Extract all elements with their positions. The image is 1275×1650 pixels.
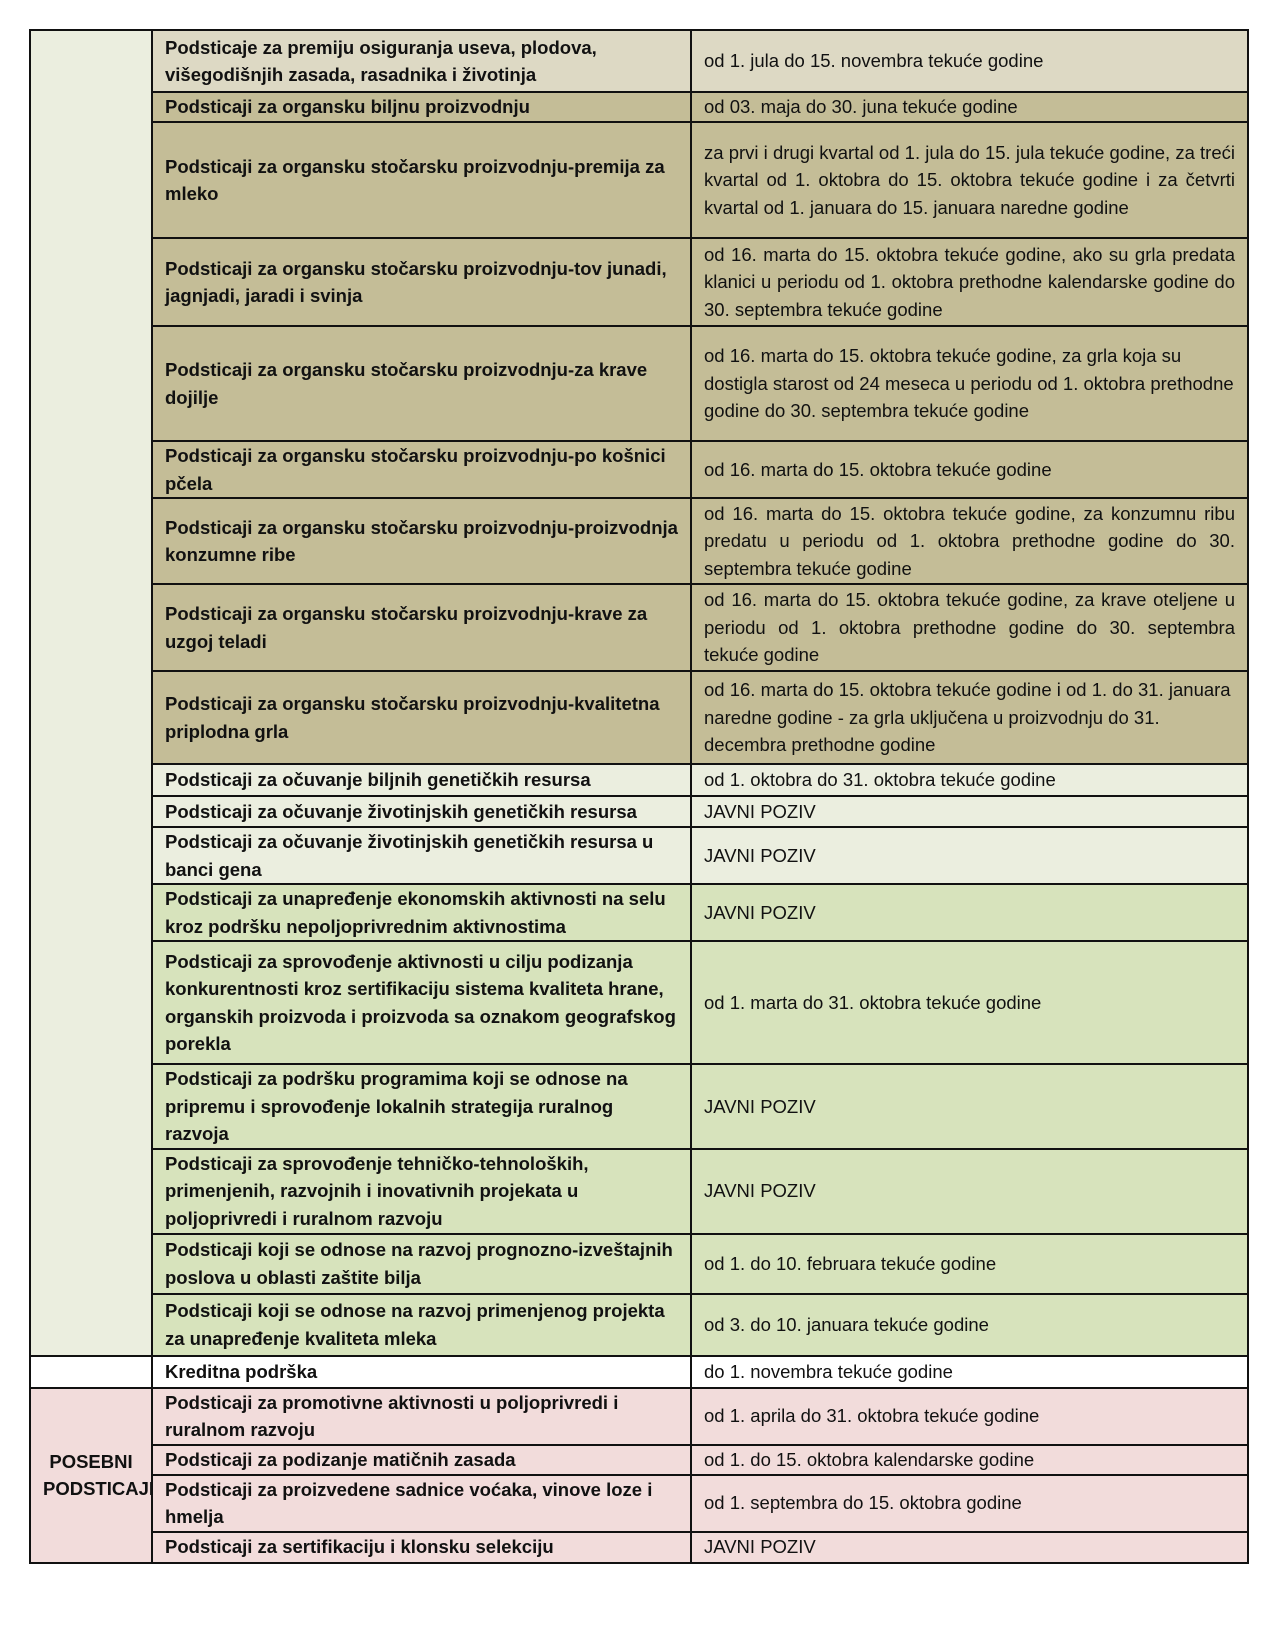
subsidy-deadline: od 1. do 10. februara tekuće godine bbox=[691, 1234, 1248, 1294]
subsidy-name: Podsticaji za očuvanje životinjskih genetičkih resursa bbox=[152, 796, 691, 827]
table-row bbox=[30, 1234, 1248, 1294]
table-row bbox=[30, 1294, 1248, 1356]
subsidy-name: Podsticaji za podršku programima koji se odnose na pripremu i sprovođenje lokalnih strategija ruralnog razvoja bbox=[152, 1064, 691, 1149]
table-row bbox=[30, 92, 1248, 122]
subsidy-name: Podsticaji za organsku stočarsku proizvodnju-premija za mleko bbox=[152, 122, 691, 238]
subsidy-name: Podsticaji za sprovođenje aktivnosti u cilju podizanja konkurentnosti kroz sertifikaciju sistema kvaliteta hrane, organskih proizvoda i proizvoda sa oznakom geografskog porekla bbox=[152, 941, 691, 1064]
subsidy-name: Podsticaji za očuvanje biljnih genetičkih resursa bbox=[152, 764, 691, 796]
subsidy-name: Podsticaji za promotivne aktivnosti u poljoprivredi i ruralnom razvoju bbox=[152, 1388, 691, 1445]
table-row bbox=[30, 441, 1248, 498]
subsidy-deadline: JAVNI POZIV bbox=[691, 1149, 1248, 1234]
subsidy-deadline: od 16. marta do 15. oktobra tekuće godine, za konzumnu ribu predatu u periodu od 1. oktobra prethodne godine do 30. septembra tekuće godine bbox=[691, 498, 1248, 584]
group-cell-main bbox=[30, 30, 152, 1356]
subsidy-deadline: od 16. marta do 15. oktobra tekuće godine, ako su grla predata klanici u periodu od 1. oktobra prethodne kalendarske godine do 30. septembra tekuće godine bbox=[691, 238, 1248, 326]
subsidy-name: Podsticaji za organsku stočarsku proizvodnju-za krave dojilje bbox=[152, 326, 691, 441]
table-row bbox=[30, 1475, 1248, 1532]
table-row bbox=[30, 1064, 1248, 1149]
table-row bbox=[30, 122, 1248, 238]
subsidy-name: Podsticaji za unapređenje ekonomskih aktivnosti na selu kroz podršku nepoljoprivrednim aktivnostima bbox=[152, 884, 691, 941]
group-cell-credit bbox=[30, 1356, 152, 1388]
subsidy-deadline: od 16. marta do 15. oktobra tekuće godine bbox=[691, 441, 1248, 498]
table-row bbox=[30, 1356, 1248, 1388]
table-row bbox=[30, 764, 1248, 796]
table-row bbox=[30, 1532, 1248, 1563]
subsidy-name: Kreditna podrška bbox=[152, 1356, 691, 1388]
subsidy-name: Podsticaji za organsku stočarsku proizvodnju-proizvodnja konzumne ribe bbox=[152, 498, 691, 584]
table-row bbox=[30, 498, 1248, 584]
subsidy-deadline: od 16. marta do 15. oktobra tekuće godine i od 1. do 31. januara naredne godine - za grla uključena u proizvodnju do 31. decembra prethodne godine bbox=[691, 671, 1248, 764]
subsidy-deadline: od 1. septembra do 15. oktobra godine bbox=[691, 1475, 1248, 1532]
subsidy-deadline: od 16. marta do 15. oktobra tekuće godine, za krave oteljene u periodu od 1. oktobra prethodne godine do 30. septembra tekuće godine bbox=[691, 584, 1248, 671]
table-row bbox=[30, 884, 1248, 941]
group-cell-special: POSEBNI PODSTICAJI bbox=[30, 1388, 152, 1563]
subsidy-deadline: JAVNI POZIV bbox=[691, 1064, 1248, 1149]
subsidy-deadline: JAVNI POZIV bbox=[691, 827, 1248, 884]
subsidy-deadline: od 3. do 10. januara tekuće godine bbox=[691, 1294, 1248, 1356]
subsidy-deadline-table bbox=[29, 29, 1249, 1564]
subsidy-deadline: od 1. jula do 15. novembra tekuće godine bbox=[691, 30, 1248, 92]
subsidy-deadline: od 1. marta do 31. oktobra tekuće godine bbox=[691, 941, 1248, 1064]
subsidy-deadline: od 1. do 15. oktobra kalendarske godine bbox=[691, 1445, 1248, 1475]
subsidy-deadline: od 1. oktobra do 31. oktobra tekuće godine bbox=[691, 764, 1248, 796]
table-row bbox=[30, 238, 1248, 326]
subsidy-deadline: od 1. aprila do 31. oktobra tekuće godine bbox=[691, 1388, 1248, 1445]
subsidy-name: Podsticaji za sertifikaciju i klonsku selekciju bbox=[152, 1532, 691, 1563]
table-row bbox=[30, 1388, 1248, 1445]
table-row bbox=[30, 941, 1248, 1064]
subsidy-deadline: JAVNI POZIV bbox=[691, 884, 1248, 941]
subsidy-name: Podsticaji koji se odnose na razvoj primenjenog projekta za unapređenje kvaliteta mleka bbox=[152, 1294, 691, 1356]
table-row bbox=[30, 796, 1248, 827]
table-row bbox=[30, 671, 1248, 764]
subsidy-deadline: od 03. maja do 30. juna tekuće godine bbox=[691, 92, 1248, 122]
subsidy-name: Podsticaji koji se odnose na razvoj prognozno-izveštajnih poslova u oblasti zaštite bilja bbox=[152, 1234, 691, 1294]
table-row bbox=[30, 1149, 1248, 1234]
table-row bbox=[30, 30, 1248, 92]
subsidy-name: Podsticaji za proizvedene sadnice voćaka, vinove loze i hmelja bbox=[152, 1475, 691, 1532]
table-row bbox=[30, 584, 1248, 671]
subsidy-name: Podsticaji za očuvanje životinjskih genetičkih resursa u banci gena bbox=[152, 827, 691, 884]
subsidy-name: Podsticaji za organsku stočarsku proizvodnju-tov junadi, jagnjadi, jaradi i svinja bbox=[152, 238, 691, 326]
subsidy-name: Podsticaji za sprovođenje tehničko-tehnoloških, primenjenih, razvojnih i inovativnih projekata u poljoprivredi i ruralnom razvoju bbox=[152, 1149, 691, 1234]
subsidy-deadline: JAVNI POZIV bbox=[691, 1532, 1248, 1563]
subsidy-name: Podsticaje za premiju osiguranja useva, plodova, višegodišnjih zasada, rasadnika i životinja bbox=[152, 30, 691, 92]
subsidy-deadline: za prvi i drugi kvartal od 1. jula do 15. jula tekuće godine, za treći kvartal od 1. oktobra do 15. oktobra tekuće godine i za četvrti kvartal od 1. januara do 15. januara naredne godine bbox=[691, 122, 1248, 238]
subsidy-deadline: do 1. novembra tekuće godine bbox=[691, 1356, 1248, 1388]
subsidy-name: Podsticaji za podizanje matičnih zasada bbox=[152, 1445, 691, 1475]
subsidy-name: Podsticaji za organsku biljnu proizvodnju bbox=[152, 92, 691, 122]
subsidy-name: Podsticaji za organsku stočarsku proizvodnju-po košnici pčela bbox=[152, 441, 691, 498]
subsidy-deadline: JAVNI POZIV bbox=[691, 796, 1248, 827]
table-row bbox=[30, 326, 1248, 441]
subsidy-name: Podsticaji za organsku stočarsku proizvodnju-kvalitetna priplodna grla bbox=[152, 671, 691, 764]
table-row bbox=[30, 827, 1248, 884]
subsidy-name: Podsticaji za organsku stočarsku proizvodnju-krave za uzgoj teladi bbox=[152, 584, 691, 671]
subsidy-deadline: od 16. marta do 15. oktobra tekuće godine, za grla koja su dostigla starost od 24 meseca u periodu od 1. oktobra prethodne godine do 30. septembra tekuće godine bbox=[691, 326, 1248, 441]
table-row bbox=[30, 1445, 1248, 1475]
